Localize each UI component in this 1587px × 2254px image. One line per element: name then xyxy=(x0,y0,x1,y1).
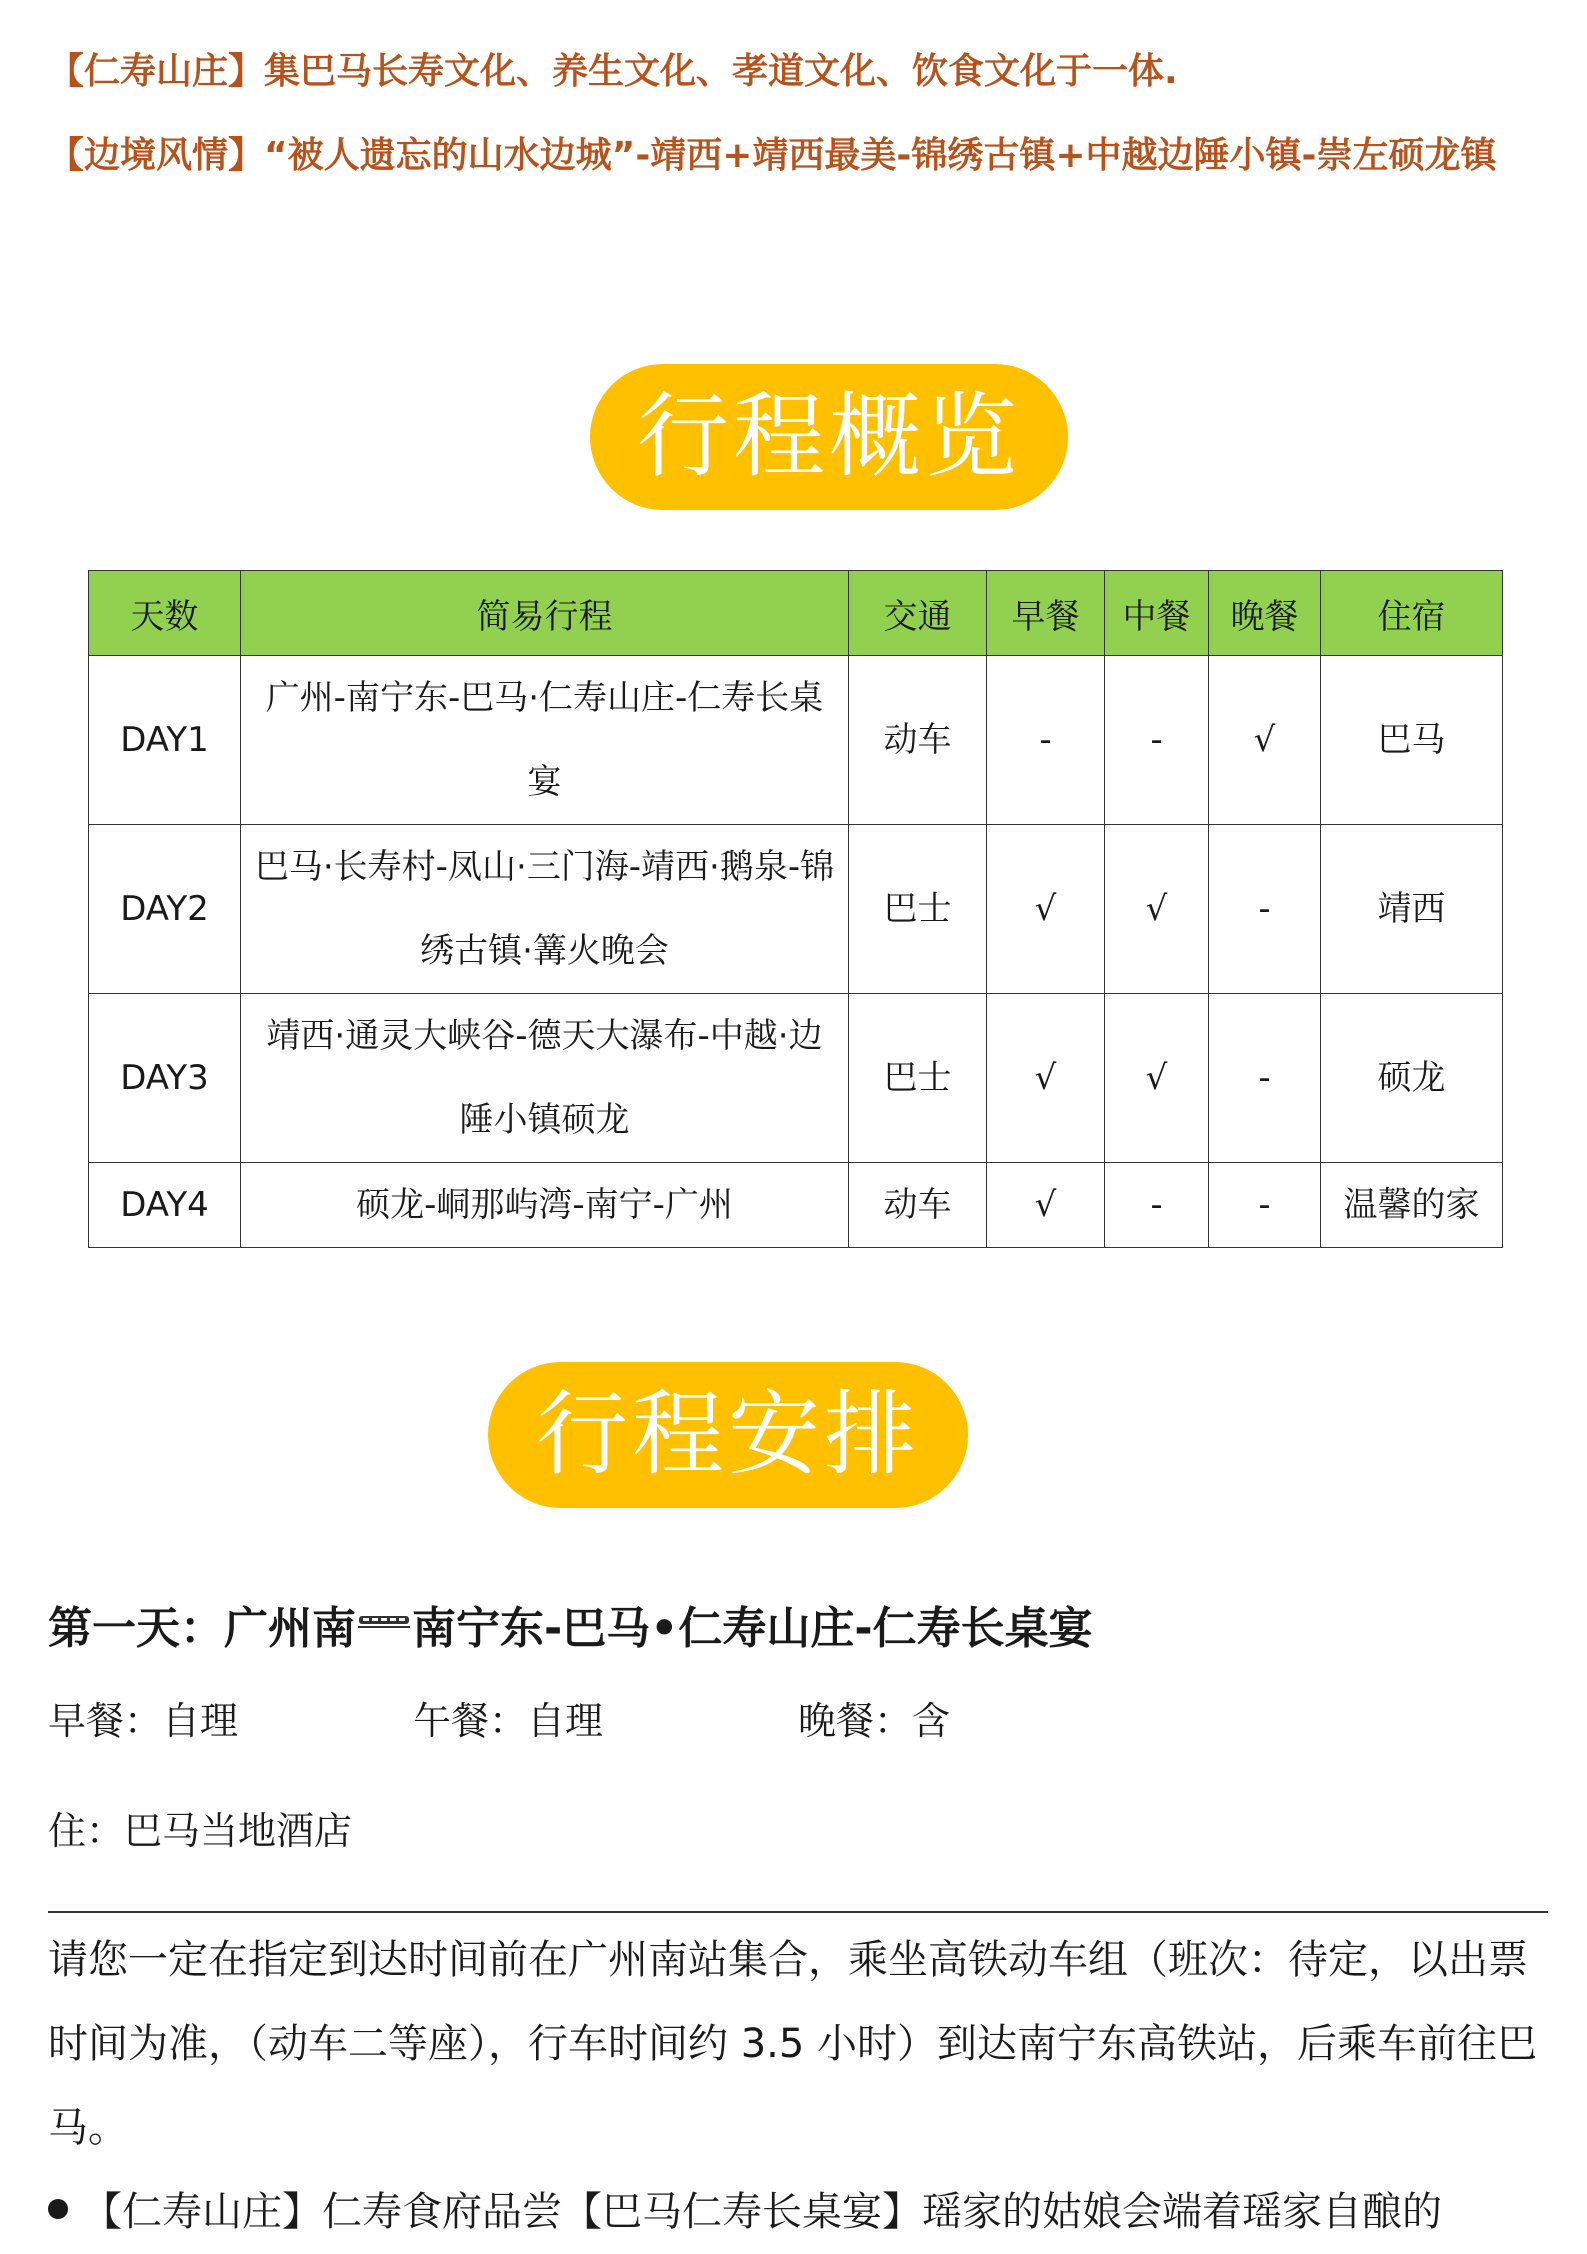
cell-stay: 温馨的家 xyxy=(1321,1163,1503,1248)
overview-banner-text: 行程概览 xyxy=(636,383,1021,490)
cell-breakfast: √ xyxy=(987,825,1105,994)
cell-dinner: √ xyxy=(1209,656,1321,825)
cell-dinner: - xyxy=(1209,994,1321,1163)
header-transport: 交通 xyxy=(849,571,987,656)
cell-dinner: - xyxy=(1209,1163,1321,1248)
cell-dinner: - xyxy=(1209,825,1321,994)
table-row xyxy=(89,994,1503,1163)
header-lunch: 中餐 xyxy=(1105,571,1209,656)
header-stay: 住宿 xyxy=(1321,571,1503,656)
header-route: 简易行程 xyxy=(241,571,849,656)
cell-lunch: √ xyxy=(1105,994,1209,1163)
table-row xyxy=(89,656,1503,825)
table-header-row xyxy=(89,571,1503,656)
cell-route: 巴马·长寿村-凤山·三门海-靖西·鹅泉-锦绣古镇·篝火晚会 xyxy=(241,825,849,994)
cell-stay: 靖西 xyxy=(1321,825,1503,994)
day1-lunch: 午餐：自理 xyxy=(413,1699,604,1743)
cell-stay: 巴马 xyxy=(1321,656,1503,825)
intro-line-1: 【仁寿山庄】集巴马长寿文化、养生文化、孝道文化、饮食文化于一体. xyxy=(48,51,1178,92)
overview-banner xyxy=(590,364,1068,510)
cell-transport: 巴士 xyxy=(849,994,987,1163)
day1-title-start: 第一天：广州南 xyxy=(48,1603,356,1654)
intro-section xyxy=(48,30,1548,198)
cell-day: DAY2 xyxy=(89,825,241,994)
overview-table xyxy=(88,570,1503,1248)
cell-route: 硕龙-峒那屿湾-南宁-广州 xyxy=(241,1163,849,1248)
day1-bullet xyxy=(48,2170,1578,2254)
cell-stay: 硕龙 xyxy=(1321,994,1503,1163)
intro-line-2: 【边境风情】“被人遗忘的山水边城”-靖西+靖西最美-锦绣古镇+中越边陲小镇-崇左硕龙镇 xyxy=(48,135,1497,176)
cell-lunch: - xyxy=(1105,1163,1209,1248)
header-day: 天数 xyxy=(89,571,241,656)
cell-transport: 动车 xyxy=(849,1163,987,1248)
cell-transport: 巴士 xyxy=(849,825,987,994)
cell-lunch: √ xyxy=(1105,825,1209,994)
day1-dinner: 晚餐：含 xyxy=(798,1699,951,1743)
train-icon xyxy=(358,1613,410,1629)
cell-day: DAY4 xyxy=(89,1163,241,1248)
cell-breakfast: - xyxy=(987,656,1105,825)
day1-stay: 住：巴马当地酒店 xyxy=(48,1809,353,1853)
schedule-banner xyxy=(488,1362,968,1508)
header-breakfast: 早餐 xyxy=(987,571,1105,656)
divider xyxy=(48,1911,1548,1913)
cell-lunch: - xyxy=(1105,656,1209,825)
cell-breakfast: √ xyxy=(987,994,1105,1163)
day1-bullet-text: 【仁寿山庄】仁寿食府品尝【巴马仁寿长桌宴】瑶家的姑娘会端着瑶家自酿的 xyxy=(82,2189,1442,2235)
header-dinner: 晚餐 xyxy=(1209,571,1321,656)
cell-breakfast: √ xyxy=(987,1163,1105,1248)
cell-route: 靖西·通灵大峡谷-德天大瀑布-中越·边陲小镇硕龙 xyxy=(241,994,849,1163)
day1-breakfast: 早餐：自理 xyxy=(48,1699,239,1743)
day1-description: 请您一定在指定到达时间前在广州南站集合，乘坐高铁动车组（班次：待定，以出票时间为准，（动车二等座），行车时间约 3.5 小时）到达南宁东高铁站，后乘车前往巴马。 xyxy=(48,1937,1538,2151)
table-row xyxy=(89,1163,1503,1248)
day1-title-end: 南宁东-巴马•仁寿山庄-仁寿长桌宴 xyxy=(412,1603,1093,1654)
schedule-banner-text: 行程安排 xyxy=(535,1381,920,1488)
cell-route: 广州-南宁东-巴马·仁寿山庄-仁寿长桌宴 xyxy=(241,656,849,825)
table-row xyxy=(89,825,1503,994)
day1-title xyxy=(48,1592,1093,1656)
cell-day: DAY1 xyxy=(89,656,241,825)
cell-day: DAY3 xyxy=(89,994,241,1163)
bullet-icon xyxy=(48,2199,68,2219)
cell-transport: 动车 xyxy=(849,656,987,825)
